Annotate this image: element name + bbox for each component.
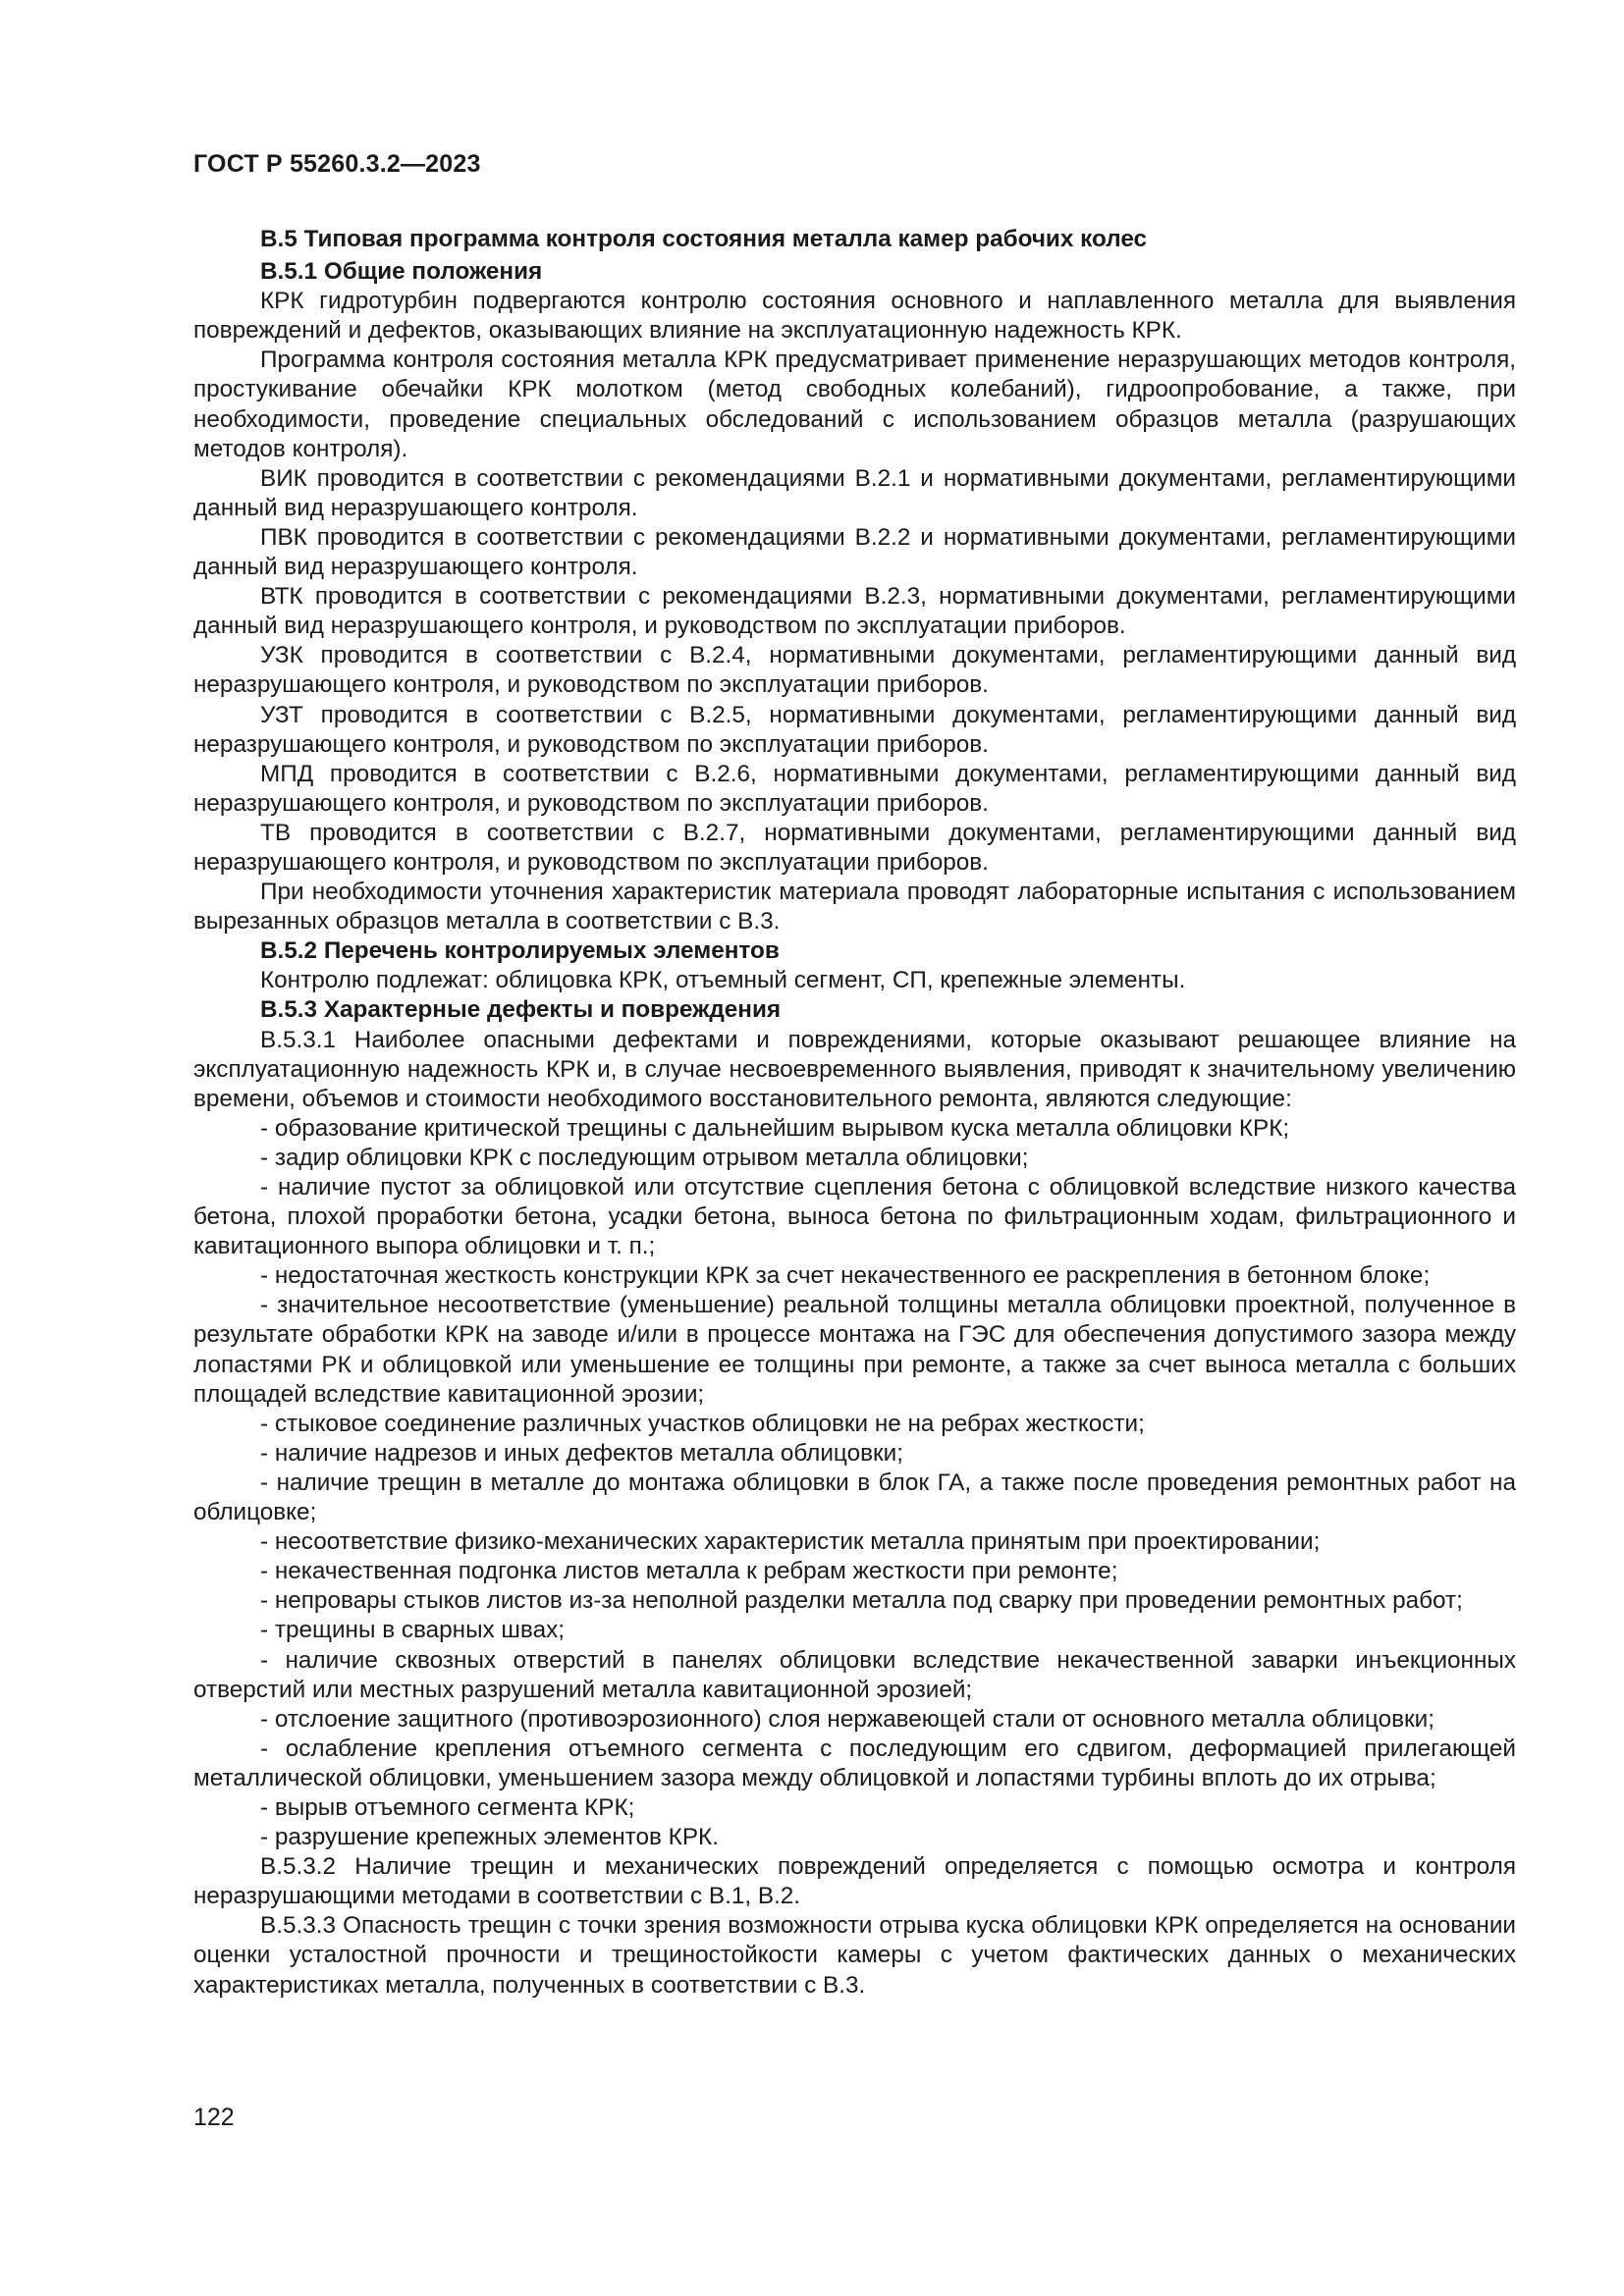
paragraph: В.5.3.2 Наличие трещин и механических повреждений определяется с помощью осмотра и контроля неразрушающими методами в соответствии с В.1, В.2. [193,1853,1516,1910]
paragraph: ТВ проводится в соответствии с В.2.7, нормативными документами, регламентирующими данный вид неразрушающего контроля, и руководством по эксплуатации приборов. [193,819,1516,876]
paragraph: УЗТ проводится в соответствии с В.2.5, нормативными документами, регламентирующими данный вид неразрушающего контроля, и руководством по эксплуатации приборов. [193,701,1516,758]
paragraph: В.5.3.3 Опасность трещин с точки зрения возможности отрыва куска облицовки КРК определяется на основании оценки усталостной прочности и трещиностойкости камеры с учетом фактических данных о механических характеристиках металла, полученных в соответствии с В.3. [193,1912,1516,1999]
list-item: - отслоение защитного (противоэрозионного) слоя нержавеющей стали от основного металла облицовки; [260,1705,1435,1733]
list-item: - наличие пустот за облицовкой или отсутствие сцепления бетона с облицовкой вследствие низкого качества бетона, плохой проработки бетона, усадки бетона, выноса бетона по фильтрационным ходам, фильтрационного и кавитационного выпора облицовки и т. п.; [193,1174,1516,1260]
paragraph: Контролю подлежат: облицовка КРК, отъемный сегмент, СП, крепежные элементы. [260,967,1186,994]
paragraph: При необходимости уточнения характеристик материала проводят лабораторные испытания с использованием вырезанных образцов металла в соответствии с В.3. [193,879,1516,935]
list-item: - некачественная подгонка листов металла к ребрам жесткости при ремонте; [260,1558,1118,1585]
paragraph: ВИК проводится в соответствии с рекомендациями В.2.1 и нормативными документами, регламентирующими данный вид неразрушающего контроля. [193,464,1516,521]
list-item: - разрушение крепежных элементов КРК. [260,1824,719,1851]
list-item: - недостаточная жесткость конструкции КРК за счет некачественного ее раскрепления в бетонном блоке; [260,1262,1431,1290]
paragraph: В.5.3.1 Наиболее опасными дефектами и повреждениями, которые оказывают решающее влияние на эксплуатационную надежность КРК и, в случае несвоевременного выявления, приводят к значительному увеличению времени, объемов и стоимости необходимого восстановительного ремонта, являются следующие: [193,1026,1516,1112]
list-item: - наличие надрезов и иных дефектов металла облицовки; [260,1439,903,1467]
list-item: - образование критической трещины с дальнейшим вырывом куска металла облицовки КРК; [260,1114,1290,1142]
list-item: - ослабление крепления отъемного сегмента с последующим его сдвигом, деформацией прилегающей металлической облицовки, уменьшением зазора между облицовкой и лопастями турбины вплоть до их отрыва; [193,1735,1516,1791]
document-body [193,225,1516,2001]
page-number: 122 [193,2104,235,2131]
subsection-title: В.5.1 Общие положения [260,258,543,286]
paragraph: МПД проводится в соответствии с В.2.6, нормативными документами, регламентирующими данный вид неразрушающего контроля, и руководством по эксплуатации приборов. [193,760,1516,817]
paragraph: ПВК проводится в соответствии с рекомендациями В.2.2 и нормативными документами, регламентирующими данный вид неразрушающего контроля. [193,523,1516,581]
paragraph: КРК гидротурбин подвергаются контролю состояния основного и наплавленного металла для выявления повреждений и дефектов, оказывающих влияние на эксплуатационную надежность КРК. [193,288,1516,345]
document-code: ГОСТ Р 55260.3.2—2023 [193,150,481,178]
list-item: - значительное несоответствие (уменьшение) реальной толщины металла облицовки проектной, полученное в результате обработки КРК на заводе и/или в процессе монтажа на ГЭС для обеспечения допустимого зазора между лопастями РК и облицовкой или уменьшение ее толщины при ремонте, а также за счет выноса металла с больших площадей вследствие кавитационной эрозии; [193,1292,1516,1408]
subsection-title: В.5.2 Перечень контролируемых элементов [260,937,780,965]
list-item: - непровары стыков листов из-за неполной разделки металла под сварку при проведении ремонтных работ; [260,1587,1463,1615]
list-item: - стыковое соединение различных участков облицовки не на ребрах жесткости; [260,1410,1145,1437]
paragraph: УЗК проводится в соответствии с В.2.4, нормативными документами, регламентирующими данный вид неразрушающего контроля, и руководством по эксплуатации приборов. [193,642,1516,699]
paragraph: ВТК проводится в соответствии с рекомендациями В.2.3, нормативными документами, регламентирующими данный вид неразрушающего контроля, и руководством по эксплуатации приборов. [193,583,1516,640]
list-item: - наличие сквозных отверстий в панелях облицовки вследствие некачественной заварки инъекционных отверстий или местных разрушений металла кавитационной эрозией; [193,1646,1516,1703]
list-item: - несоответствие физико-механических характеристик металла принятым при проектировании; [260,1528,1321,1556]
subsection-title: В.5.3 Характерные дефекты и повреждения [260,996,782,1024]
list-item: - трещины в сварных швах; [260,1617,565,1644]
list-item: - задир облицовки КРК с последующим отрывом металла облицовки; [260,1144,1029,1171]
list-item: - наличие трещин в металле до монтажа облицовки в блок ГА, а также после проведения ремонтных работ на облицовке; [193,1468,1516,1526]
paragraph: Программа контроля состояния металла КРК предусматривает применение неразрушающих методов контроля, простукивание обечайки КРК молотком (метод свободных колебаний), гидроопробование, а также, при необходимости, проведение специальных обследований с использованием образцов металла (разрушающих методов контроля). [193,347,1516,462]
list-item: - вырыв отъемного сегмента КРК; [260,1793,635,1821]
section-title: В.5 Типовая программа контроля состояния металла камер рабочих колес [260,226,1148,252]
